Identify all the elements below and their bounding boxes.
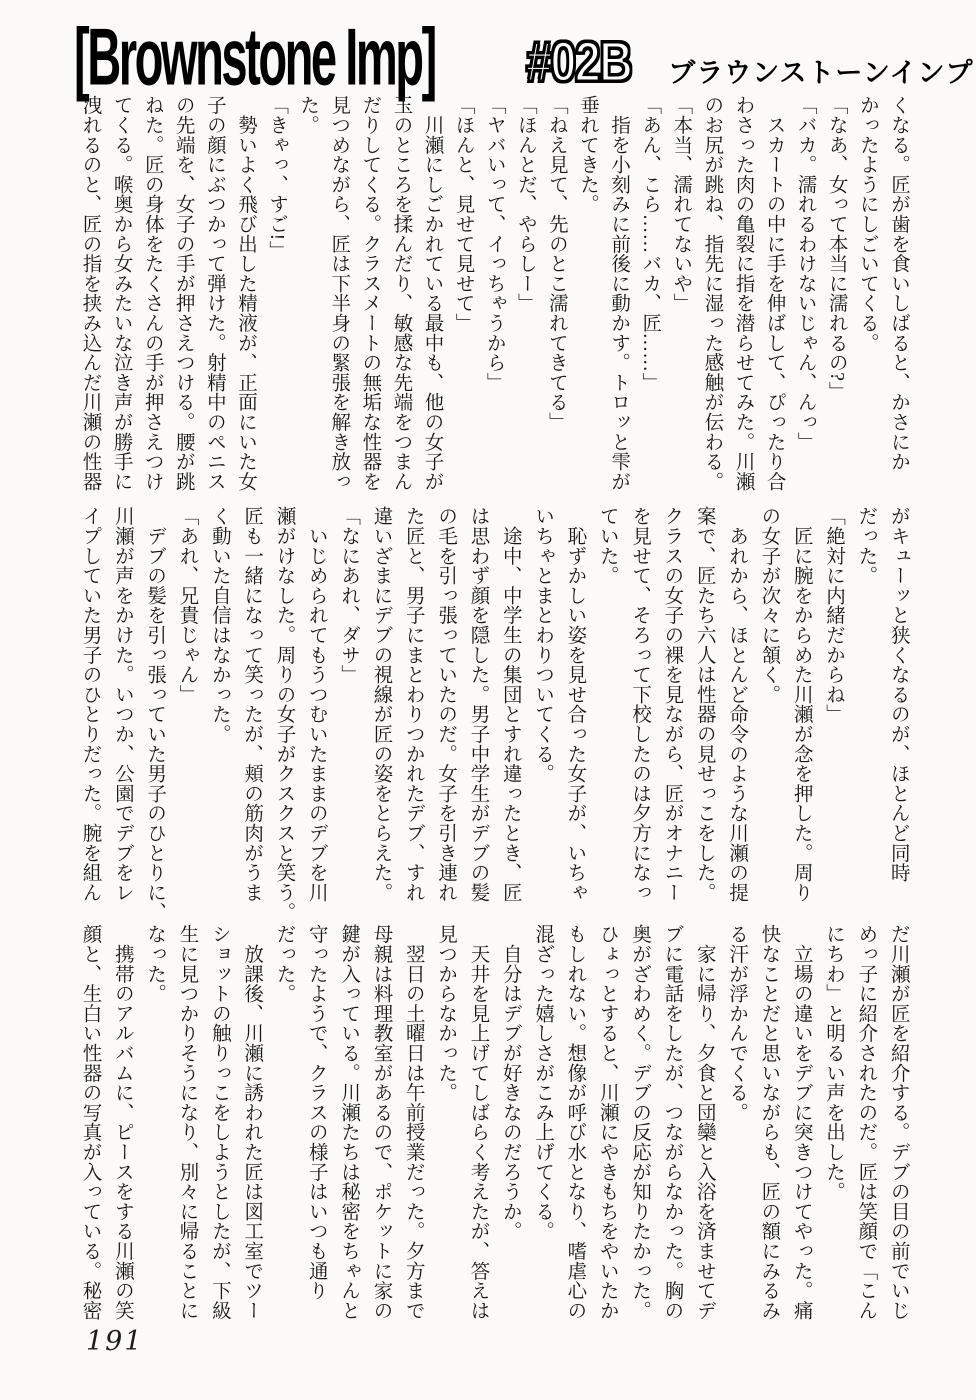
text-column: 家に帰り、夕食と団欒と入浴を済ませてデ [693, 924, 715, 1320]
text-column: 途中、中学生の集団とすれ違ったとき、匠 [499, 506, 521, 902]
text-column: く動いた自信はなかった。 [208, 506, 230, 744]
text-column: 混ざった嬉しさがこみ上げてくる。 [532, 924, 554, 1241]
text-section-top [80, 95, 908, 492]
text-column: ていた。 [596, 506, 618, 586]
text-column: 快なことだと思いながらも、匠の額にみるみ [758, 924, 780, 1320]
page-number: 191 [86, 1326, 144, 1357]
text-column: 見つからなかった。 [435, 924, 457, 1103]
text-column: イプしていた男子のひとりだった。腕を組ん [79, 506, 101, 902]
text-section-middle [79, 506, 909, 922]
text-column: 鍵が入っている。川瀬たちは秘密をちゃんと [338, 924, 360, 1320]
text-column: 子の顔にぶつかって弾けた。射精中のペニス [203, 95, 225, 491]
text-column: 匠も一緒になって笑ったが、頬の筋肉がうま [241, 506, 263, 902]
text-column: 恥ずかしい姿を見せ合った女子が、いちゃ [564, 506, 586, 902]
text-column: 匠に腕をからめた川瀬が念を押した。周り [790, 506, 812, 902]
text-column: 「ほんと、見せて見せて」 [452, 95, 474, 333]
text-column: 勢いよく飛び出した精液が、正面にいた女 [234, 95, 256, 491]
text-column: いじめられてもうつむいたままのデブを川 [305, 506, 327, 902]
chapter-header [74, 8, 974, 103]
text-column: 携帯のアルバムに、ピースをする川瀬の笑 [111, 924, 133, 1320]
text-column: 翌日の土曜日は午前授業だった。夕方まで [402, 924, 424, 1320]
text-column: 垂れてきた。 [577, 95, 598, 214]
text-column: のお尻が跳ね、指先に湿った感触が伝わる。 [701, 95, 723, 491]
text-column: もしれない。想像が呼び水となり、嗜虐心の [564, 924, 586, 1320]
text-column: 放課後、川瀬に誘われた匠は図工室でツー [241, 924, 263, 1320]
text-column: 奥がざわめく。デブの反応が知りたかった。 [629, 924, 651, 1320]
text-column: だりしてくる。クラスメートの無垢な性器を [359, 95, 381, 491]
text-column: 違いざまにデブの視線が匠の姿をとらえた。 [370, 506, 392, 902]
text-column: は思わず顔を隠した。男子中学生がデブの髪 [467, 506, 489, 902]
text-column: 顔と、生白い性器の写真が入っている。秘密 [79, 924, 101, 1320]
text-column: なった。 [144, 924, 166, 1004]
text-column: る汗が浮かんでくる。 [726, 924, 748, 1122]
text-column: ショットの触りっこをしようとしたが、下級 [208, 924, 230, 1320]
text-column: 「あれ、兄貴じゃん」 [176, 506, 198, 704]
text-column: めっ子に紹介されたのだ。匠は笑顔で「こん [855, 924, 877, 1320]
text-column: 守ったようで、クラスの様子はいつも通り [305, 924, 327, 1301]
text-column: 「絶対に内緒だからね」 [823, 506, 845, 724]
text-column: 生に見つかりそうになり、別々に帰ることに [176, 924, 198, 1320]
text-column: 「ほんとだ、やらしー」 [514, 95, 536, 313]
text-column: 「なあ、女って本当に濡れるの?」 [825, 95, 847, 401]
text-column: ねた。匠の身体をたくさんの手が押さえつけ [141, 95, 163, 491]
text-column: 指を小刻みに前後に動かす。トロッと雫が [608, 95, 630, 491]
text-column: 立場の違いをデブに突きつけてやった。痛 [790, 924, 812, 1320]
text-column: わさった肉の亀裂に指を潜らせてみた。川瀬 [732, 95, 754, 491]
text-column: 「あん、こら……バカ、匠……」 [639, 95, 661, 392]
text-column: 「ねえ見て、先のとこ濡れてきてる」 [545, 95, 567, 432]
text-column: てくる。喉奥から女みたいな泣き声が勝手に [110, 95, 132, 491]
text-column: だ川瀬が匠を紹介する。デブの目の前でいじ [887, 924, 909, 1320]
text-column: 川瀬が声をかけた。いつか、公園でデブをレ [111, 506, 133, 902]
text-column: デブの髪を引っ張っていた男子のひとりに、 [144, 506, 166, 922]
text-column: 天井を見上げてしばらく考えたが、答えは [467, 924, 489, 1320]
text-column: かったようにしごいてくる。 [856, 95, 878, 353]
text-column: 「なにあれ、ダサ」 [338, 506, 360, 685]
text-column: ブに電話をしたが、つながらなかった。胸の [661, 924, 683, 1320]
text-column: 母親は料理教室があるので、ポケットに家の [370, 924, 392, 1320]
text-column: た匠と、男子にまとわりつかれたデブ、すれ [402, 506, 424, 902]
text-column: 「きゃっ、すご!」 [266, 95, 288, 261]
text-section-bottom [80, 924, 908, 1332]
text-column: 見つめながら、匠は下半身の緊張を解き放っ [328, 95, 350, 491]
text-column: の女子が次々に頷く。 [758, 506, 780, 704]
text-column: 「バカ。濡れるわけないじゃん、んっ」 [794, 95, 816, 452]
text-column: 川瀬にしごかれている最中も、他の女子が [421, 95, 443, 491]
text-column: ひょっとすると、川瀬にやきもちをやいたか [596, 924, 618, 1320]
text-column: いちゃとまとわりついてくる。 [532, 506, 554, 784]
text-column: クラスの女子の裸を見ながら、匠がオナニー [661, 506, 683, 902]
text-column: の先端を、女子の手が押さえつける。腰が跳 [172, 95, 194, 491]
text-column: あれから、ほとんど命令のような川瀬の提 [726, 506, 748, 902]
text-column: くなる。匠が歯を食いしばると、かさにか [887, 95, 909, 472]
text-column: 「ヤバいって、イっちゃうから」 [483, 95, 505, 392]
text-column: にちわ」と明るい声を出した。 [823, 924, 845, 1202]
series-title-katakana: ブラウンストーンインプ [668, 58, 974, 88]
text-column: だった。 [273, 924, 295, 1004]
text-column: 自分はデブが好きなのだろうか。 [499, 924, 521, 1241]
text-column: た。 [297, 95, 319, 135]
text-column: だった。 [855, 506, 877, 586]
series-logo: [Brownstone Imp] [74, 12, 435, 103]
text-column: 玉のところを揉んだり、敏感な先端をつまん [390, 95, 412, 491]
text-column: がキューッと狭くなるのが、ほとんど同時 [887, 506, 909, 883]
text-column: 「本当、濡れてないや」 [670, 95, 692, 313]
text-column: 瀬がけなした。周りの女子がクスクスと笑う。 [273, 506, 295, 922]
text-column: 洩れるのと、匠の指を挟み込んだ川瀬の性器 [79, 95, 101, 491]
text-column: スカートの中に手を伸ばして、ぴったり合 [763, 95, 785, 491]
text-column: を見せて、そろって下校したのは夕方になっ [629, 506, 651, 902]
text-column: の毛を引っ張っていたのだ。女子を引き連れ [435, 506, 457, 902]
text-column: 案で、匠たち六人は性器の見せっこをした。 [693, 506, 715, 902]
episode-number: #02B [525, 29, 632, 94]
